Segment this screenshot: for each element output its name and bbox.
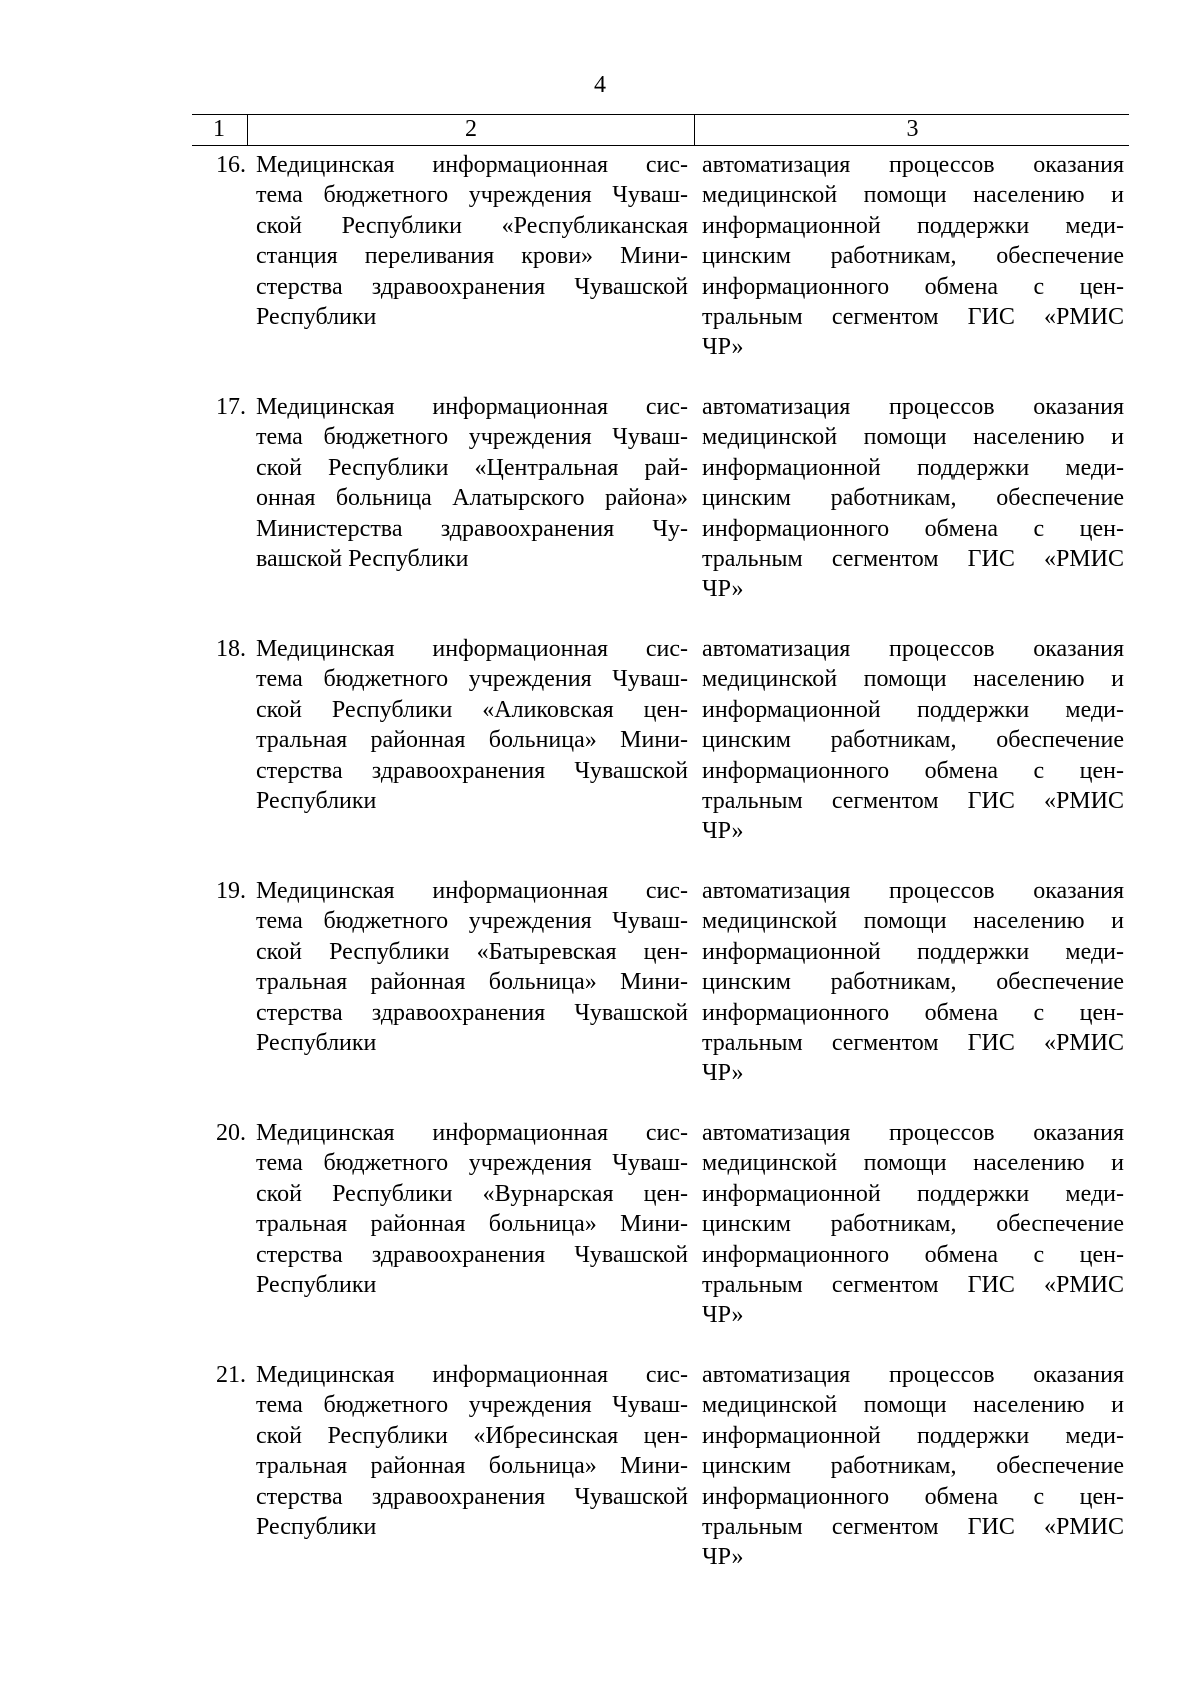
text-line: цинским работникам, обеспечение — [702, 1453, 1124, 1480]
text-line: стерства здравоохранения Чувашской — [256, 273, 688, 300]
text-line: цинским работникам, обеспечение — [702, 969, 1124, 996]
text-line: тральная районная больница» Мини- — [256, 1453, 688, 1480]
table-header-cell-2: 2 — [247, 115, 694, 145]
text-line: Медицинская информационная сис- — [256, 636, 688, 662]
system-name-cell — [256, 876, 688, 1058]
text-line: Республики — [256, 1030, 377, 1057]
system-name-cell — [256, 1360, 688, 1542]
text-line: Республики — [256, 304, 377, 331]
text-line: тема бюджетного учреждения Чуваш- — [256, 666, 688, 693]
text-line: тема бюджетного учреждения Чуваш- — [256, 908, 688, 935]
text-line: медицинской помощи населению и — [702, 424, 1124, 451]
row-number: 18. — [216, 636, 246, 662]
text-line: тральным сегментом ГИС «РМИС — [702, 1514, 1124, 1541]
text-line: ЧР» — [702, 1060, 744, 1087]
system-purpose-cell — [702, 150, 1124, 363]
row-number: 19. — [216, 878, 246, 904]
text-line: Медицинская информационная сис- — [256, 878, 688, 904]
text-line: Республики — [256, 1514, 377, 1541]
text-line: тральным сегментом ГИС «РМИС — [702, 1030, 1124, 1057]
text-line: цинским работникам, обеспечение — [702, 243, 1124, 270]
text-line: цинским работникам, обеспечение — [702, 727, 1124, 754]
system-name-cell — [256, 1118, 688, 1300]
table-row — [192, 634, 1129, 876]
text-line: станция переливания крови» Мини- — [256, 243, 688, 270]
text-line: тральная районная больница» Мини- — [256, 969, 688, 996]
text-line: тральным сегментом ГИС «РМИС — [702, 788, 1124, 815]
text-line: Республики — [256, 788, 377, 815]
text-line: ЧР» — [702, 334, 744, 361]
text-line: тральная районная больница» Мини- — [256, 1211, 688, 1238]
table-row — [192, 392, 1129, 634]
text-line: информационной поддержки меди- — [702, 454, 1124, 481]
text-line: ской Республики «Батыревская цен- — [256, 938, 688, 965]
text-line: информационной поддержки меди- — [702, 1180, 1124, 1207]
text-line: ской Республики «Республиканская — [256, 212, 688, 239]
text-line: стерства здравоохранения Чувашской — [256, 1241, 688, 1268]
system-name-cell — [256, 392, 688, 574]
text-line: информационного обмена с цен- — [702, 757, 1124, 784]
text-line: Министерства здравоохранения Чу- — [256, 515, 688, 542]
text-line: ской Республики «Центральная рай- — [256, 454, 688, 481]
text-line: тральным сегментом ГИС «РМИС — [702, 546, 1124, 573]
text-line: медицинской помощи населению и — [702, 1150, 1124, 1177]
table-header-row — [192, 114, 1129, 146]
text-line: медицинской помощи населению и — [702, 1392, 1124, 1419]
text-line: тема бюджетного учреждения Чуваш- — [256, 182, 688, 209]
system-purpose-cell — [702, 876, 1124, 1089]
system-purpose-cell — [702, 392, 1124, 605]
system-purpose-cell — [702, 1118, 1124, 1331]
text-line: Медицинская информационная сис- — [256, 394, 688, 420]
text-line: информационной поддержки меди- — [702, 938, 1124, 965]
table-header-cell-1: 1 — [213, 116, 225, 142]
text-line: информационной поддержки меди- — [702, 696, 1124, 723]
text-line: автоматизация процессов оказания — [702, 1120, 1124, 1146]
text-line: ской Республики «Ибресинская цен- — [256, 1422, 688, 1449]
text-line: автоматизация процессов оказания — [702, 152, 1124, 178]
text-line: информационной поддержки меди- — [702, 212, 1124, 239]
text-line: стерства здравоохранения Чувашской — [256, 1483, 688, 1510]
row-number: 21. — [216, 1362, 246, 1388]
text-line: тема бюджетного учреждения Чуваш- — [256, 424, 688, 451]
text-line: онная больница Алатырского района» — [256, 485, 688, 512]
text-line: информационного обмена с цен- — [702, 1241, 1124, 1268]
text-line: Медицинская информационная сис- — [256, 1362, 688, 1388]
text-line: стерства здравоохранения Чувашской — [256, 757, 688, 784]
text-line: ЧР» — [702, 1544, 744, 1571]
text-line: медицинской помощи населению и — [702, 182, 1124, 209]
text-line: информационного обмена с цен- — [702, 273, 1124, 300]
row-number: 16. — [216, 152, 246, 178]
text-line: цинским работникам, обеспечение — [702, 1211, 1124, 1238]
text-line: тральным сегментом ГИС «РМИС — [702, 1272, 1124, 1299]
text-line: вашской Республики — [256, 546, 469, 573]
text-line: автоматизация процессов оказания — [702, 394, 1124, 420]
text-line: автоматизация процессов оказания — [702, 1362, 1124, 1388]
text-line: стерства здравоохранения Чувашской — [256, 999, 688, 1026]
text-line: ЧР» — [702, 576, 744, 603]
text-line: информационного обмена с цен- — [702, 999, 1124, 1026]
table-row — [192, 876, 1129, 1118]
text-line: информационной поддержки меди- — [702, 1422, 1124, 1449]
text-line: тема бюджетного учреждения Чуваш- — [256, 1392, 688, 1419]
row-number: 20. — [216, 1120, 246, 1146]
text-line: Республики — [256, 1272, 377, 1299]
system-name-cell — [256, 150, 688, 332]
row-number: 17. — [216, 394, 246, 420]
text-line: тральным сегментом ГИС «РМИС — [702, 304, 1124, 331]
page-number: 4 — [594, 72, 606, 98]
table-header-cell-3: 3 — [694, 115, 1130, 145]
text-line: тральная районная больница» Мини- — [256, 727, 688, 754]
text-line: информационного обмена с цен- — [702, 515, 1124, 542]
text-line: ской Республики «Аликовская цен- — [256, 696, 688, 723]
text-line: Медицинская информационная сис- — [256, 1120, 688, 1146]
text-line: ЧР» — [702, 1302, 744, 1329]
text-line: тема бюджетного учреждения Чуваш- — [256, 1150, 688, 1177]
text-line: медицинской помощи населению и — [702, 908, 1124, 935]
text-line: Медицинская информационная сис- — [256, 152, 688, 178]
text-line: цинским работникам, обеспечение — [702, 485, 1124, 512]
text-line: автоматизация процессов оказания — [702, 878, 1124, 904]
system-name-cell — [256, 634, 688, 816]
text-line: ЧР» — [702, 818, 744, 845]
table-row — [192, 1118, 1129, 1360]
table-row — [192, 150, 1129, 392]
text-line: ской Республики «Вурнарская цен- — [256, 1180, 688, 1207]
text-line: автоматизация процессов оказания — [702, 636, 1124, 662]
system-purpose-cell — [702, 1360, 1124, 1573]
system-purpose-cell — [702, 634, 1124, 847]
text-line: информационного обмена с цен- — [702, 1483, 1124, 1510]
table-body — [192, 150, 1129, 1602]
text-line: медицинской помощи населению и — [702, 666, 1124, 693]
table-row — [192, 1360, 1129, 1602]
